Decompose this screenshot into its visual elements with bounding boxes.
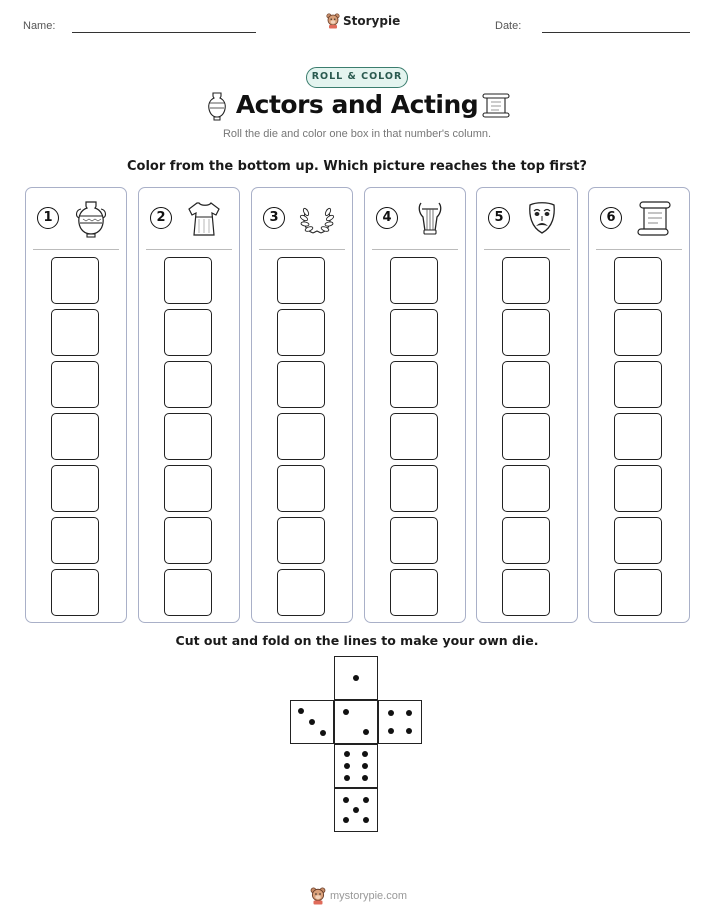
column-divider xyxy=(484,249,570,250)
color-box[interactable] xyxy=(502,361,550,408)
die-pip xyxy=(343,709,349,715)
die-pip xyxy=(320,730,326,736)
color-box[interactable] xyxy=(277,257,325,304)
color-box[interactable] xyxy=(51,309,99,356)
roll-column-3 xyxy=(251,187,353,623)
color-box[interactable] xyxy=(614,465,662,512)
laurel-wreath-icon xyxy=(298,199,336,239)
die-pip xyxy=(406,710,412,716)
color-box[interactable] xyxy=(164,361,212,408)
color-box[interactable] xyxy=(277,569,325,616)
color-box[interactable] xyxy=(502,309,550,356)
footer-url: mystorypie.com xyxy=(330,890,408,902)
die-pip xyxy=(362,775,368,781)
die-pip xyxy=(343,817,349,823)
die-face-1 xyxy=(334,656,378,700)
scroll-icon xyxy=(481,92,511,120)
color-box[interactable] xyxy=(390,257,438,304)
color-box[interactable] xyxy=(164,309,212,356)
color-box[interactable] xyxy=(502,517,550,564)
column-number: 2 xyxy=(150,207,172,229)
color-box[interactable] xyxy=(164,569,212,616)
tunic-icon xyxy=(185,199,223,239)
column-divider xyxy=(33,249,119,250)
color-box[interactable] xyxy=(390,465,438,512)
scroll-icon xyxy=(635,199,673,239)
footer xyxy=(310,887,407,905)
amphora-icon xyxy=(72,199,110,239)
lyre-icon xyxy=(411,199,449,239)
color-box[interactable] xyxy=(390,413,438,460)
column-divider xyxy=(596,249,682,250)
column-number: 4 xyxy=(376,207,398,229)
theater-mask-icon xyxy=(523,199,561,239)
die-pip xyxy=(343,797,349,803)
color-box[interactable] xyxy=(502,465,550,512)
color-box[interactable] xyxy=(390,361,438,408)
die-pip xyxy=(363,797,369,803)
color-box[interactable] xyxy=(164,517,212,564)
instruction-text: Color from the bottom up. Which picture reaches the top first? xyxy=(127,159,587,174)
column-divider xyxy=(372,249,458,250)
color-box[interactable] xyxy=(390,569,438,616)
color-box[interactable] xyxy=(277,517,325,564)
die-face-5 xyxy=(334,788,378,832)
color-box[interactable] xyxy=(390,309,438,356)
die-face-2 xyxy=(334,700,378,744)
roll-and-color-badge: ROLL & COLOR xyxy=(306,67,408,88)
die-pip xyxy=(362,763,368,769)
color-box[interactable] xyxy=(164,413,212,460)
die-pip xyxy=(298,708,304,714)
roll-column-1 xyxy=(25,187,127,623)
brand-logo xyxy=(326,13,400,29)
roll-column-2 xyxy=(138,187,240,623)
color-box[interactable] xyxy=(614,257,662,304)
color-box[interactable] xyxy=(277,309,325,356)
die-pip xyxy=(388,728,394,734)
column-number: 5 xyxy=(488,207,510,229)
color-box[interactable] xyxy=(614,517,662,564)
die-pip xyxy=(362,751,368,757)
die-pip xyxy=(353,807,359,813)
color-box[interactable] xyxy=(51,257,99,304)
color-box[interactable] xyxy=(502,257,550,304)
die-face-6 xyxy=(334,744,378,788)
die-pip xyxy=(344,775,350,781)
die-pip xyxy=(363,817,369,823)
date-label: Date: xyxy=(495,20,522,32)
die-pip xyxy=(388,710,394,716)
roll-column-6 xyxy=(588,187,690,623)
color-box[interactable] xyxy=(277,361,325,408)
roll-column-5 xyxy=(476,187,578,623)
color-box[interactable] xyxy=(51,413,99,460)
column-divider xyxy=(259,249,345,250)
die-pip xyxy=(309,719,315,725)
die-net xyxy=(290,656,426,836)
name-field[interactable] xyxy=(72,32,256,33)
page-title: Actors and Acting xyxy=(235,90,479,119)
color-box[interactable] xyxy=(614,309,662,356)
column-number: 3 xyxy=(263,207,285,229)
color-box[interactable] xyxy=(614,569,662,616)
color-box[interactable] xyxy=(164,465,212,512)
color-box[interactable] xyxy=(164,257,212,304)
die-face-4 xyxy=(378,700,422,744)
name-label: Name: xyxy=(23,20,56,32)
die-pip xyxy=(353,675,359,681)
die-face-3 xyxy=(290,700,334,744)
color-box[interactable] xyxy=(614,361,662,408)
color-box[interactable] xyxy=(277,465,325,512)
brand-name: Storypie xyxy=(343,14,401,28)
color-box[interactable] xyxy=(502,569,550,616)
color-box[interactable] xyxy=(51,569,99,616)
color-box[interactable] xyxy=(502,413,550,460)
die-pip xyxy=(344,751,350,757)
storypie-mascot-icon xyxy=(326,13,340,29)
color-box[interactable] xyxy=(277,413,325,460)
roll-column-4 xyxy=(364,187,466,623)
color-box[interactable] xyxy=(51,361,99,408)
subtitle: Roll the die and color one box in that number's column. xyxy=(222,128,492,140)
storypie-mascot-icon xyxy=(310,887,326,905)
color-box[interactable] xyxy=(390,517,438,564)
date-field[interactable] xyxy=(542,32,690,33)
die-pip xyxy=(406,728,412,734)
column-number: 6 xyxy=(600,207,622,229)
cut-instruction: Cut out and fold on the lines to make your own die. xyxy=(175,633,539,648)
color-box[interactable] xyxy=(614,413,662,460)
column-divider xyxy=(146,249,232,250)
die-pip xyxy=(344,763,350,769)
color-box[interactable] xyxy=(51,465,99,512)
color-box[interactable] xyxy=(51,517,99,564)
column-number: 1 xyxy=(37,207,59,229)
die-pip xyxy=(363,729,369,735)
